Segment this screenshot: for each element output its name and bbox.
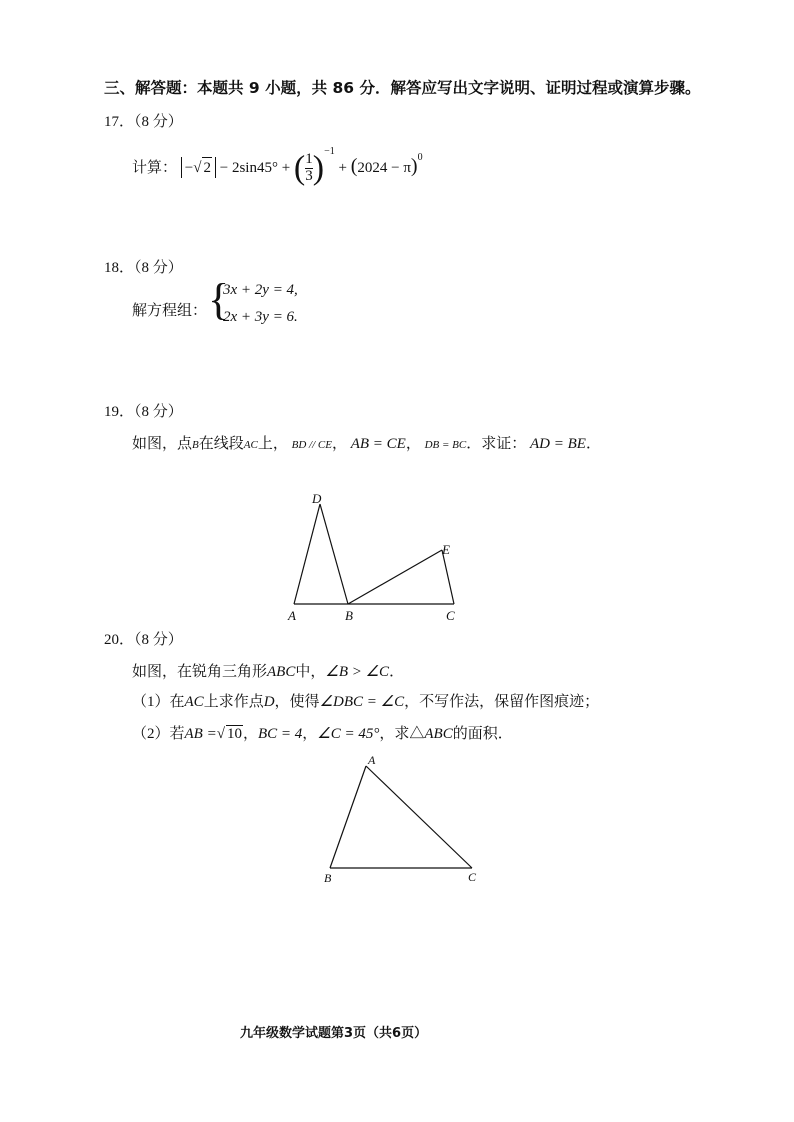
q19-label-d: D xyxy=(312,491,322,506)
q20-line1 xyxy=(132,660,404,681)
q17-minus: − xyxy=(219,160,232,176)
q20-line2-c: ，使得 xyxy=(274,694,320,710)
q20-angle-cond: ∠DBC = ∠C xyxy=(319,694,405,710)
q19-cond3: DB = BC xyxy=(424,439,467,451)
q20-segment-ac-line xyxy=(366,766,472,868)
q19-figure xyxy=(280,488,480,628)
q19-text-b: 在线段 xyxy=(198,436,244,452)
q18-eq1: 3x + 2y = 4, xyxy=(223,282,298,298)
q20-triangle-abc-2: ABC xyxy=(424,726,453,742)
q17-exp-neg1: −1 xyxy=(324,146,335,157)
q19-text-d: ．求证： xyxy=(466,436,527,452)
q17-term2: 2sin45° xyxy=(231,160,278,176)
q20-segment-ab xyxy=(330,766,366,868)
section-header: 三、解答题：本题共 9 小题，共 86 分．解答应写出文字说明、证明过程或演算步骤。 xyxy=(104,79,701,97)
q20-bc-eq: BC = 4 xyxy=(257,726,303,742)
q19-label-b: B xyxy=(345,608,353,623)
q19-cond2: AB = CE xyxy=(350,436,406,452)
q20-condition: ∠B > ∠C xyxy=(325,664,390,680)
q19-goal: AD = BE xyxy=(530,436,586,452)
q19-label-e: E xyxy=(442,542,450,557)
q20-sqrt10: 10 xyxy=(226,726,242,742)
q19-label-c: C xyxy=(446,608,455,623)
q20-label-a: A xyxy=(368,753,376,767)
q17-frac-den: 3 xyxy=(305,168,313,185)
q20-label-c: C xyxy=(468,870,477,884)
q19-sep1: ， xyxy=(331,436,347,452)
q18-brace: { xyxy=(208,275,230,324)
q20-line2-b: 上求作点 xyxy=(203,694,264,710)
q18-prefix: 解方程组： xyxy=(132,303,208,319)
q20-ab-eq: AB = xyxy=(184,726,217,742)
q19-cond1: BD // CE xyxy=(291,439,332,451)
q17-prefix: 计算： xyxy=(132,160,178,176)
q20-line3-end: 的面积． xyxy=(452,726,513,742)
q17-radicand: 2 xyxy=(202,157,212,178)
q20-line1-end: ． xyxy=(389,664,405,680)
q17-expression: 计算： −√ 2 − 2sin45° + ( $\frac{1}{3}$ )$^{-1} + (2024 - \pi)^0$ xyxy=(132,146,423,187)
q17-number: 17．（8 分） xyxy=(104,114,183,130)
q20-line3: （2）若AB =√ 10，BC = 4，∠C = 45°，求△ABC的面积． xyxy=(132,726,513,742)
q20-line3-a: （2）若 xyxy=(132,726,185,742)
q17-fraction xyxy=(305,152,313,185)
q17-abs-value: −√ 2 xyxy=(181,157,216,178)
q20-number: 20．（8 分） xyxy=(104,632,183,648)
q20-line2-end: ，不写作法，保留作图痕迹； xyxy=(404,694,600,710)
q19-segment-db xyxy=(320,504,348,604)
q19-text xyxy=(132,432,601,453)
q19-label-a: A xyxy=(288,608,296,623)
q20-line1-a: 如图，在锐角三角形 xyxy=(132,664,268,680)
q17-paren-inner: 2024 − π xyxy=(357,160,411,176)
q20-line1-b: 中， xyxy=(295,664,326,680)
q17-exp-zero: 0 xyxy=(417,152,423,163)
q19-text-a: 如图，点 xyxy=(132,436,193,452)
q18-eq2: 2x + 3y = 6. xyxy=(223,309,298,325)
q20-figure xyxy=(318,752,488,888)
q19-point-b: B xyxy=(192,439,199,451)
q19-end: ． xyxy=(585,436,601,452)
q19-segment-ec xyxy=(442,550,454,604)
q20-line3-c: ， xyxy=(302,726,318,742)
q19-segment-ac: AC xyxy=(243,439,258,451)
q19-segment-be xyxy=(348,550,442,604)
q18-number: 18．（8 分） xyxy=(104,260,183,276)
q20-line3-d: ，求△ xyxy=(379,726,425,742)
q20-label-b: B xyxy=(324,871,332,885)
q20-line3-b: ， xyxy=(242,726,258,742)
q20-line2 xyxy=(132,690,599,711)
q19-sep2: ， xyxy=(405,436,421,452)
q20-triangle-abc: ABC xyxy=(267,664,296,680)
q17-frac-num: 1 xyxy=(305,151,313,168)
q19-text-c: 上， xyxy=(257,436,288,452)
q19-segment-ad xyxy=(294,504,320,604)
q20-point-d: D xyxy=(263,694,275,710)
page-footer: 九年级数学试题第3页（共6页） xyxy=(240,1026,428,1041)
q20-segment-ac: AC xyxy=(184,694,204,710)
q20-angle-c: ∠C = 45° xyxy=(317,726,380,742)
q19-number: 19．（8 分） xyxy=(104,404,183,420)
q20-line2-a: （1）在 xyxy=(132,694,185,710)
